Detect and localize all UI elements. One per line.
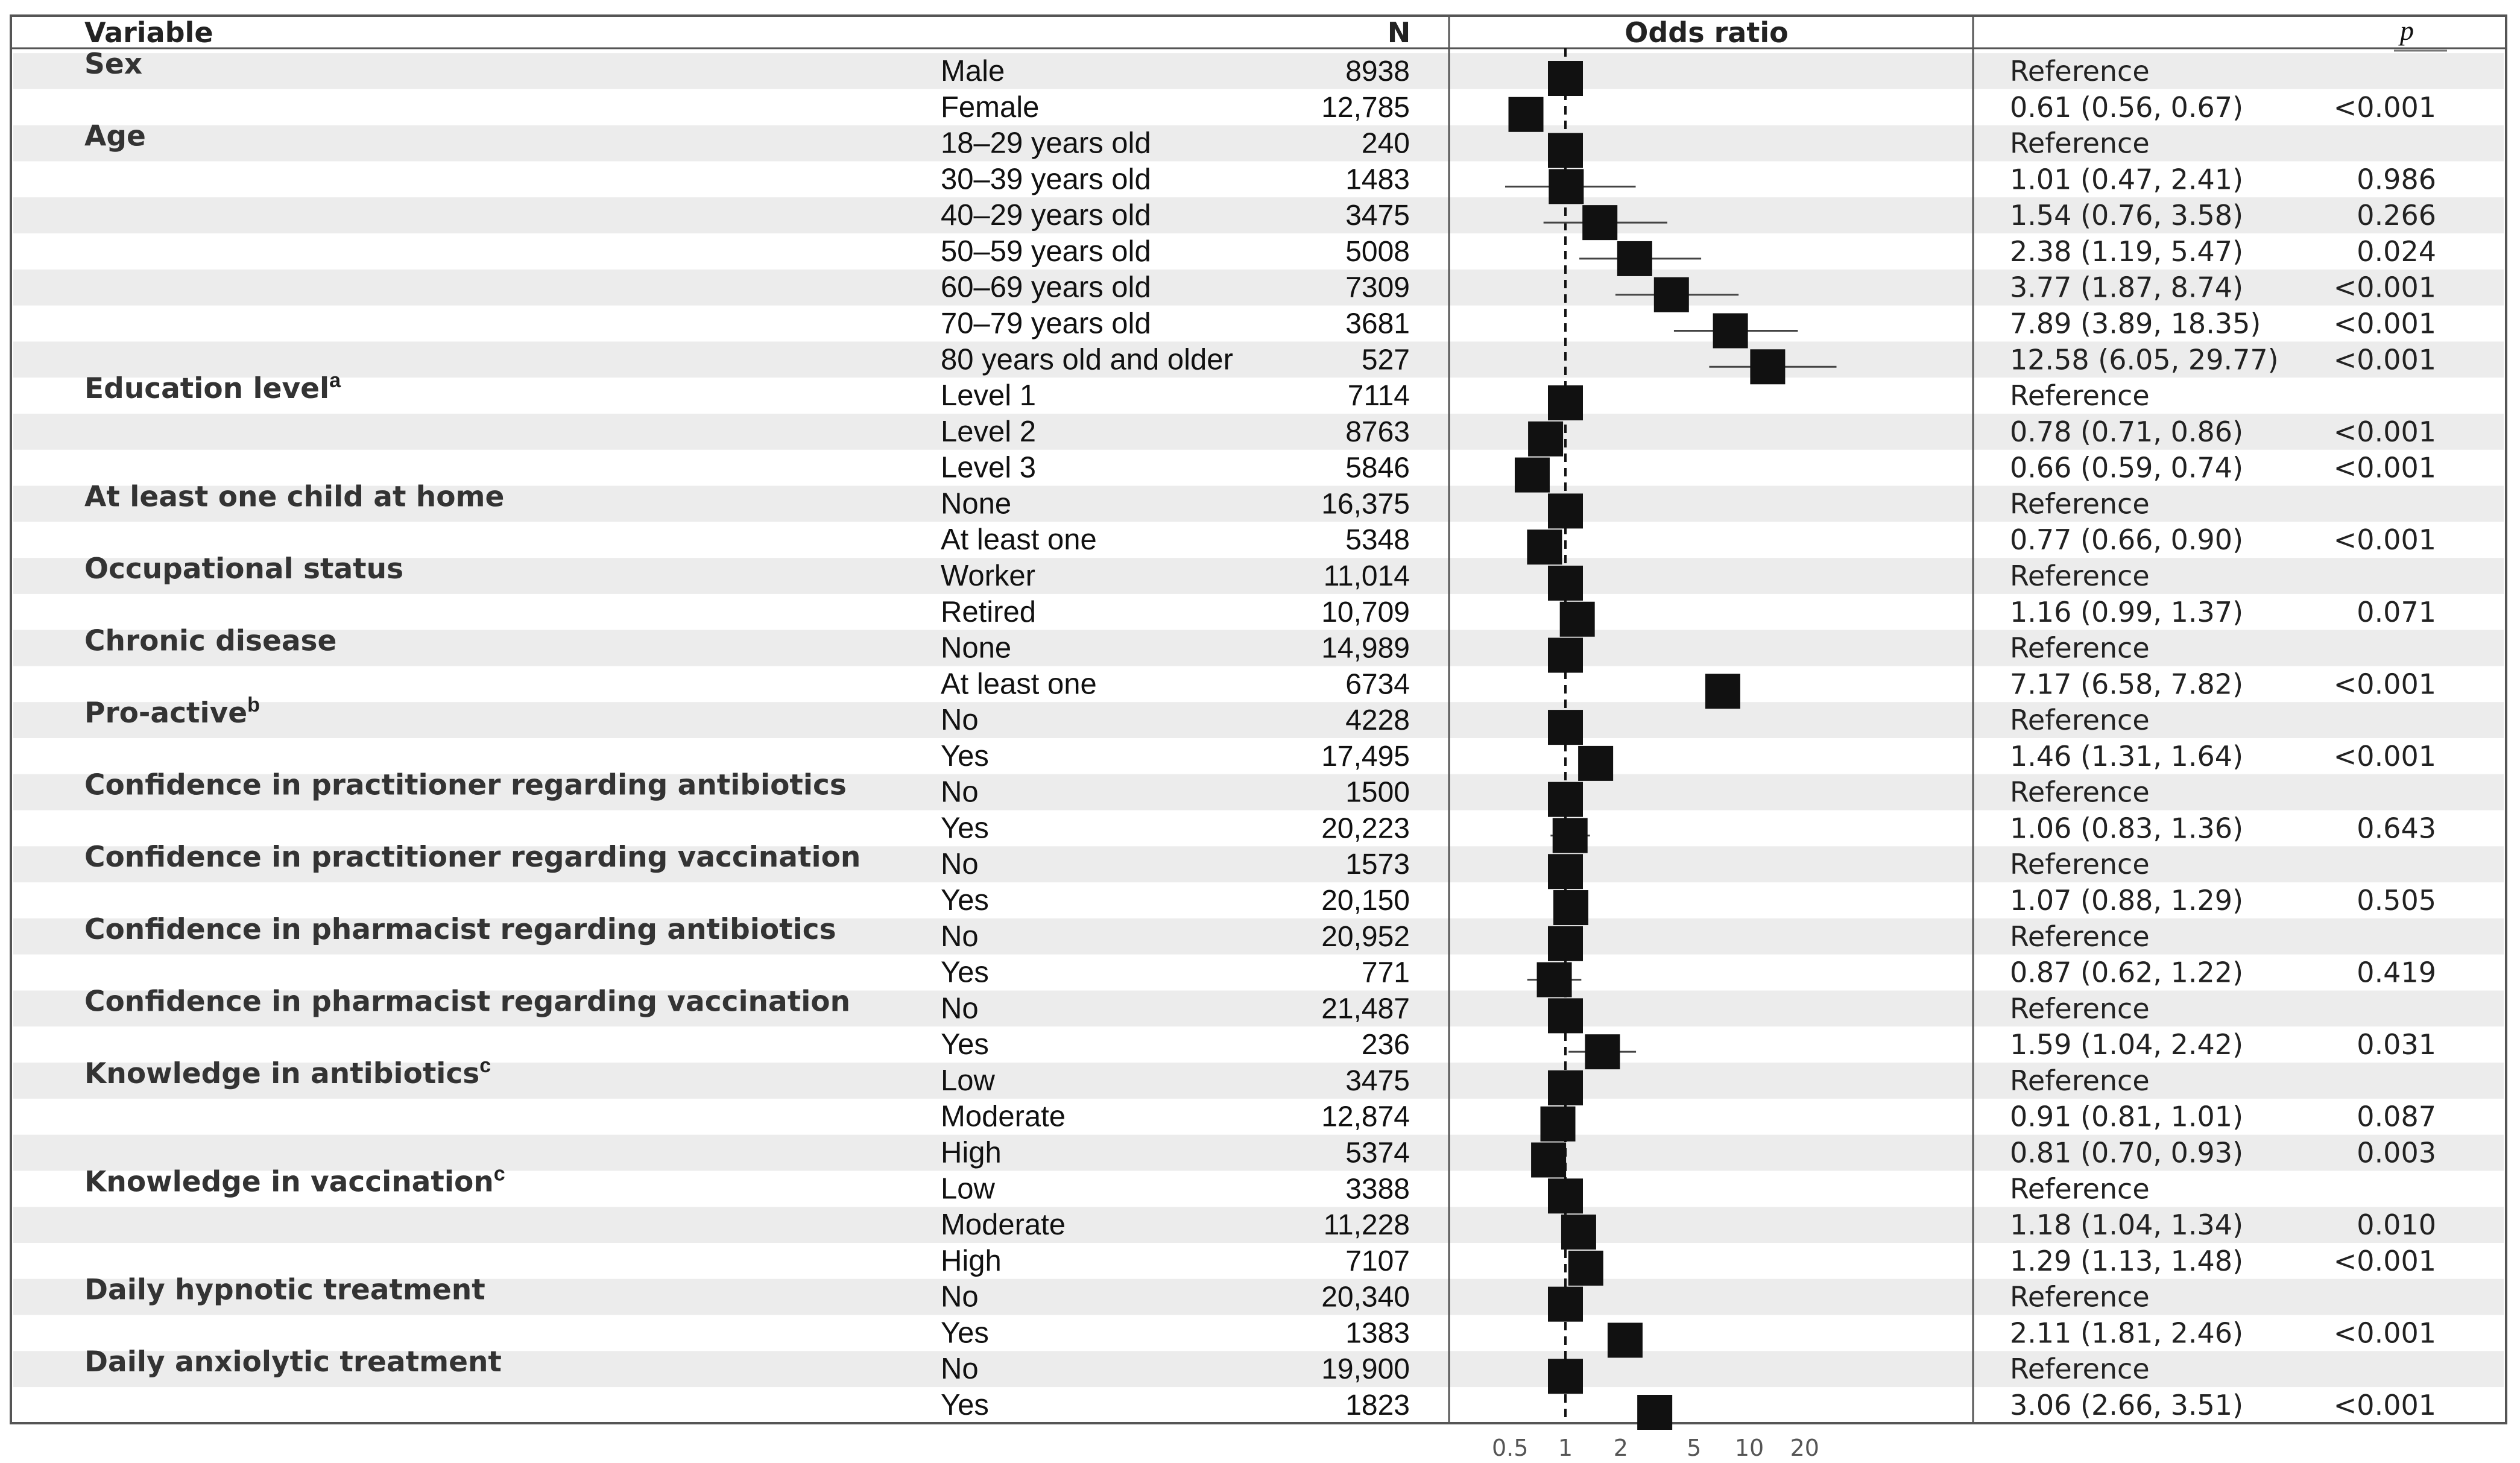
level-label: No xyxy=(941,776,979,809)
level-label: At least one xyxy=(941,668,1097,701)
p-value: <0.001 xyxy=(2333,523,2436,557)
n-value: 16,375 xyxy=(1321,488,1410,520)
level-label: Worker xyxy=(941,559,1036,592)
n-value: 20,952 xyxy=(1321,920,1410,953)
level-label: 70–79 years old xyxy=(941,307,1151,340)
odds-ratio-text: Reference xyxy=(2010,920,2150,953)
p-value: 0.986 xyxy=(2357,163,2436,196)
level-label: Yes xyxy=(941,1028,989,1061)
variable-label: Confidence in pharmacist regarding antibiotics xyxy=(84,912,836,946)
odds-ratio-text: 0.91 (0.81, 1.01) xyxy=(2010,1100,2244,1133)
odds-ratio-text: 1.06 (0.83, 1.36) xyxy=(2010,812,2244,845)
odds-ratio-text: 0.77 (0.66, 0.90) xyxy=(2010,523,2244,557)
level-label: At least one xyxy=(941,523,1097,557)
odds-ratio-text: Reference xyxy=(2010,992,2150,1025)
level-label: Low xyxy=(941,1172,995,1205)
level-label: Level 1 xyxy=(941,379,1037,412)
n-value: 771 xyxy=(1361,956,1410,989)
odds-ratio-text: 0.87 (0.62, 1.22) xyxy=(2010,956,2244,989)
level-label: None xyxy=(941,487,1012,520)
odds-ratio-text: 3.77 (1.87, 8.74) xyxy=(2010,271,2244,304)
variable-label: Daily anxiolytic treatment xyxy=(84,1345,502,1379)
odds-ratio-text: 2.38 (1.19, 5.47) xyxy=(2010,235,2244,268)
level-label: 80 years old and older xyxy=(941,343,1233,376)
or-marker xyxy=(1561,1215,1596,1250)
or-marker xyxy=(1568,1251,1603,1286)
or-marker xyxy=(1578,746,1613,781)
n-value: 20,340 xyxy=(1321,1281,1410,1313)
p-value: <0.001 xyxy=(2333,451,2436,484)
or-marker xyxy=(1548,926,1583,961)
n-value: 1483 xyxy=(1345,163,1410,196)
p-value: <0.001 xyxy=(2333,271,2436,304)
or-marker xyxy=(1531,1143,1566,1178)
n-value: 240 xyxy=(1361,127,1410,160)
or-marker xyxy=(1548,1178,1583,1213)
variable-label: Confidence in pharmacist regarding vaccination xyxy=(84,985,851,1019)
odds-ratio-text: 1.54 (0.76, 3.58) xyxy=(2010,199,2244,232)
level-label: Level 3 xyxy=(941,451,1037,484)
variable-label: Knowledge in antibiotics$^c$ xyxy=(84,1054,491,1090)
or-marker xyxy=(1537,962,1572,997)
or-marker xyxy=(1560,602,1595,637)
or-marker xyxy=(1637,1395,1672,1430)
x-tick-label: 1 xyxy=(1558,1435,1573,1461)
n-value: 17,495 xyxy=(1321,740,1410,773)
or-marker xyxy=(1548,385,1583,420)
variable-header: Variable xyxy=(84,16,213,49)
variable-label: Daily hypnotic treatment xyxy=(84,1273,485,1307)
n-value: 3388 xyxy=(1345,1173,1410,1205)
variable-label: Education level$^a$ xyxy=(84,369,341,406)
p-value: <0.001 xyxy=(2333,90,2436,124)
x-tick-label: 2 xyxy=(1613,1435,1628,1461)
odds-ratio-text: 0.78 (0.71, 0.86) xyxy=(2010,415,2244,448)
level-label: No xyxy=(941,1353,979,1386)
n-value: 6734 xyxy=(1345,668,1410,701)
n-value: 10,709 xyxy=(1321,596,1410,628)
odds-ratio-header: Odds ratio xyxy=(1625,16,1789,49)
n-value: 11,228 xyxy=(1323,1209,1410,1242)
odds-ratio-text: Reference xyxy=(2010,1172,2150,1205)
or-marker xyxy=(1541,1107,1576,1142)
n-value: 11,014 xyxy=(1323,560,1410,592)
level-label: Yes xyxy=(941,739,989,773)
p-value: 0.024 xyxy=(2357,235,2436,268)
n-value: 3681 xyxy=(1345,308,1410,340)
level-label: 50–59 years old xyxy=(941,235,1151,268)
n-value: 5348 xyxy=(1345,524,1410,557)
or-marker xyxy=(1548,1359,1583,1394)
level-label: No xyxy=(941,848,979,881)
odds-ratio-text: 1.07 (0.88, 1.29) xyxy=(2010,884,2244,917)
n-value: 5008 xyxy=(1345,235,1410,268)
level-label: No xyxy=(941,992,979,1025)
level-label: Moderate xyxy=(941,1100,1066,1133)
or-marker xyxy=(1654,277,1689,312)
footnote-marker: a xyxy=(329,369,341,393)
odds-ratio-text: Reference xyxy=(2010,631,2150,665)
n-value: 1383 xyxy=(1345,1317,1410,1350)
or-marker xyxy=(1585,1034,1620,1069)
odds-ratio-text: 1.59 (1.04, 2.42) xyxy=(2010,1028,2244,1061)
n-value: 1500 xyxy=(1345,776,1410,809)
odds-ratio-text: Reference xyxy=(2010,379,2150,412)
odds-ratio-text: 1.46 (1.31, 1.64) xyxy=(2010,739,2244,773)
odds-ratio-text: 0.66 (0.59, 0.74) xyxy=(2010,451,2244,484)
or-marker xyxy=(1705,674,1740,709)
n-value: 1823 xyxy=(1345,1389,1410,1421)
level-label: Yes xyxy=(941,884,989,917)
odds-ratio-text: 7.89 (3.89, 18.35) xyxy=(2010,307,2261,340)
column-headers xyxy=(84,15,2414,49)
odds-ratio-text: Reference xyxy=(2010,704,2150,737)
footnote-marker: c xyxy=(479,1054,491,1077)
or-marker xyxy=(1713,313,1748,348)
n-value: 7107 xyxy=(1345,1245,1410,1277)
x-tick-label: 10 xyxy=(1734,1435,1764,1461)
or-marker xyxy=(1548,1070,1583,1105)
variable-label: Pro-active$^b$ xyxy=(84,694,260,730)
level-label: Yes xyxy=(941,1389,989,1421)
odds-ratio-text: Reference xyxy=(2010,848,2150,881)
x-tick-label: 20 xyxy=(1790,1435,1819,1461)
n-value: 1573 xyxy=(1345,848,1410,881)
level-label: None xyxy=(941,631,1012,665)
or-marker xyxy=(1549,169,1584,204)
level-label: 40–29 years old xyxy=(941,199,1151,232)
n-value: 5846 xyxy=(1345,452,1410,484)
or-marker xyxy=(1608,1322,1643,1357)
p-value: 0.003 xyxy=(2357,1136,2436,1169)
p-value: 0.419 xyxy=(2357,956,2436,989)
or-marker xyxy=(1548,133,1583,168)
level-label: Yes xyxy=(941,956,989,989)
odds-ratio-text: Reference xyxy=(2010,487,2150,520)
n-header: N xyxy=(1387,16,1411,49)
footnote-marker: c xyxy=(493,1162,505,1186)
p-value: 0.031 xyxy=(2357,1028,2436,1061)
odds-ratio-text: Reference xyxy=(2010,776,2150,809)
level-label: 18–29 years old xyxy=(941,127,1151,160)
or-marker xyxy=(1548,854,1583,889)
level-label: Female xyxy=(941,90,1040,124)
or-marker xyxy=(1553,818,1588,853)
p-value: 0.643 xyxy=(2357,812,2436,845)
n-value: 5374 xyxy=(1345,1137,1410,1169)
level-label: Level 2 xyxy=(941,415,1037,448)
odds-ratio-text: 1.01 (0.47, 2.41) xyxy=(2010,163,2244,196)
or-marker xyxy=(1548,638,1583,673)
variable-label: Knowledge in vaccination$^c$ xyxy=(84,1162,505,1199)
p-value: <0.001 xyxy=(2333,1244,2436,1277)
n-value: 7114 xyxy=(1347,380,1410,412)
p-value: <0.001 xyxy=(2333,739,2436,773)
level-label: Yes xyxy=(941,812,989,845)
odds-ratio-text: 0.61 (0.56, 0.67) xyxy=(2010,90,2244,124)
or-marker xyxy=(1548,998,1583,1033)
n-value: 21,487 xyxy=(1321,993,1410,1025)
odds-ratio-text: 12.58 (6.05, 29.77) xyxy=(2010,343,2279,376)
or-marker xyxy=(1553,890,1588,925)
or-marker xyxy=(1548,566,1583,601)
n-value: 12,874 xyxy=(1321,1101,1410,1133)
or-marker xyxy=(1515,458,1550,493)
or-marker xyxy=(1528,422,1563,457)
or-marker xyxy=(1750,349,1785,384)
p-value: <0.001 xyxy=(2333,668,2436,701)
level-label: Yes xyxy=(941,1316,989,1350)
level-label: High xyxy=(941,1136,1002,1169)
or-marker xyxy=(1509,97,1544,132)
n-value: 14,989 xyxy=(1321,632,1410,665)
odds-ratio-text: 1.18 (1.04, 1.34) xyxy=(2010,1209,2244,1242)
p-value: 0.087 xyxy=(2357,1100,2436,1133)
or-marker xyxy=(1617,241,1652,276)
or-marker xyxy=(1548,710,1583,745)
level-label: Retired xyxy=(941,595,1036,628)
footnote-marker: b xyxy=(247,694,260,717)
n-value: 7309 xyxy=(1345,271,1410,304)
or-marker xyxy=(1582,205,1617,240)
n-value: 527 xyxy=(1361,344,1410,376)
odds-ratio-text: Reference xyxy=(2010,1064,2150,1097)
odds-ratio-text: 0.81 (0.70, 0.93) xyxy=(2010,1136,2244,1169)
x-tick-label: 0.5 xyxy=(1491,1435,1529,1461)
p-value: <0.001 xyxy=(2333,1389,2436,1421)
p-value: 0.071 xyxy=(2357,595,2436,628)
level-label: No xyxy=(941,704,979,737)
or-marker xyxy=(1548,61,1583,96)
n-value: 12,785 xyxy=(1321,91,1410,124)
level-label: Moderate xyxy=(941,1209,1066,1242)
variable-label: Age xyxy=(84,119,146,153)
n-value: 20,150 xyxy=(1321,885,1410,917)
p-value: 0.010 xyxy=(2357,1209,2436,1242)
n-value: 4228 xyxy=(1345,704,1410,737)
level-label: Male xyxy=(941,55,1005,87)
odds-ratio-text: Reference xyxy=(2010,127,2150,160)
p-header: p xyxy=(2400,15,2414,46)
n-value: 20,223 xyxy=(1321,812,1410,845)
p-value: 0.505 xyxy=(2357,884,2436,917)
level-label: 60–69 years old xyxy=(941,271,1151,304)
n-value: 3475 xyxy=(1345,1064,1410,1097)
odds-ratio-text: Reference xyxy=(2010,1280,2150,1313)
variable-label: Occupational status xyxy=(84,552,404,586)
odds-ratio-text: 1.16 (0.99, 1.37) xyxy=(2010,595,2244,628)
or-marker xyxy=(1527,529,1562,564)
p-value: <0.001 xyxy=(2333,343,2436,376)
odds-ratio-text: 1.29 (1.13, 1.48) xyxy=(2010,1244,2244,1277)
variable-label: Sex xyxy=(84,48,143,81)
level-label: 30–39 years old xyxy=(941,163,1151,196)
p-value: 0.266 xyxy=(2357,199,2436,232)
x-axis-ticks xyxy=(1492,1435,1819,1461)
level-label: Low xyxy=(941,1064,995,1097)
x-tick-label: 5 xyxy=(1687,1435,1702,1461)
n-value: 8763 xyxy=(1345,416,1410,448)
variable-label: Confidence in practitioner regarding antibiotics xyxy=(84,768,847,802)
n-value: 3475 xyxy=(1345,200,1410,232)
variable-label: Confidence in practitioner regarding vaccination xyxy=(84,841,861,874)
odds-ratio-text: 2.11 (1.81, 2.46) xyxy=(2010,1316,2244,1350)
level-label: No xyxy=(941,1280,979,1313)
p-value: <0.001 xyxy=(2333,1316,2436,1350)
level-label: No xyxy=(941,920,979,953)
odds-ratio-text: 3.06 (2.66, 3.51) xyxy=(2010,1389,2244,1421)
variable-label: At least one child at home xyxy=(84,480,505,514)
or-marker xyxy=(1548,1287,1583,1322)
or-marker xyxy=(1548,493,1583,528)
p-value: <0.001 xyxy=(2333,415,2436,448)
n-value: 19,900 xyxy=(1321,1353,1410,1386)
odds-ratio-text: 7.17 (6.58, 7.82) xyxy=(2010,668,2244,701)
n-value: 8938 xyxy=(1345,55,1410,87)
variable-label: Chronic disease xyxy=(84,624,337,658)
odds-ratio-text: Reference xyxy=(2010,55,2150,87)
odds-ratio-text: Reference xyxy=(2010,559,2150,592)
p-value: <0.001 xyxy=(2333,307,2436,340)
or-marker xyxy=(1548,782,1583,817)
n-value: 236 xyxy=(1361,1029,1410,1061)
odds-ratio-text: Reference xyxy=(2010,1353,2150,1386)
level-label: High xyxy=(941,1244,1002,1277)
